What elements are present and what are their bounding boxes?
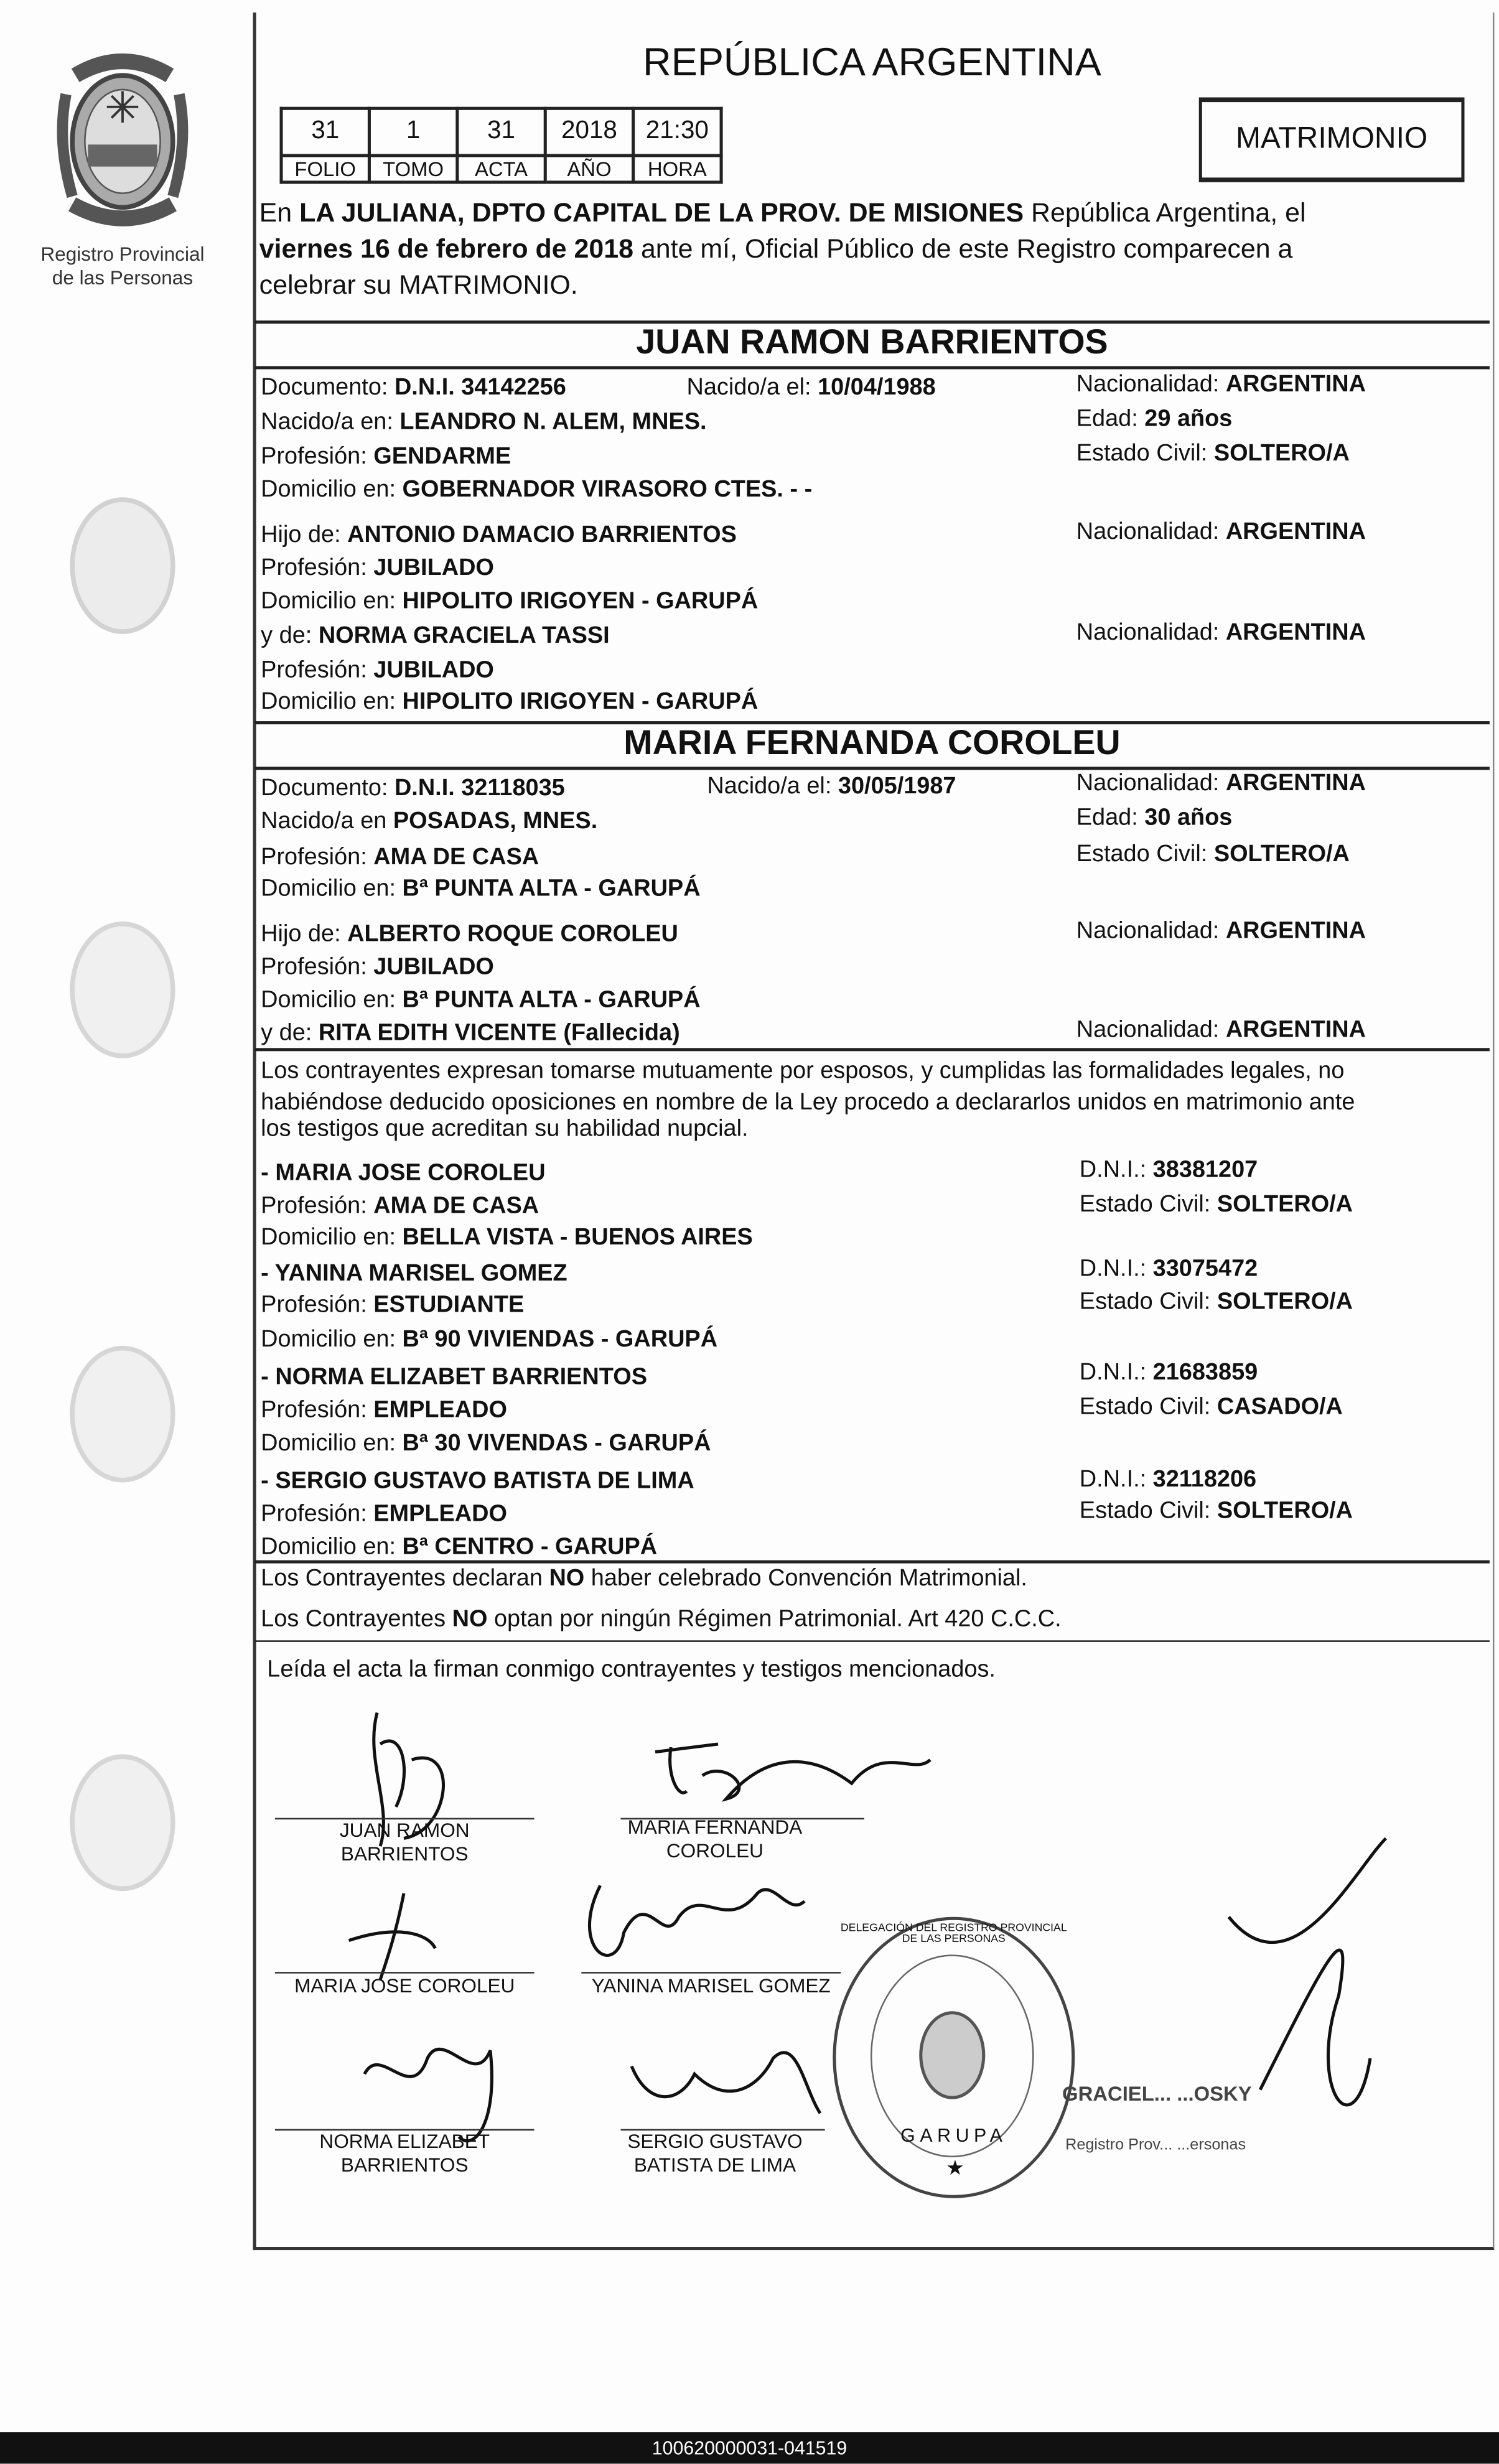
bride-documento: D.N.I. 32118035 bbox=[394, 774, 565, 801]
intro-paragraph bbox=[259, 195, 1493, 303]
labels-domicilio: Domicilio en: bbox=[261, 587, 403, 615]
tomo-label: TOMO bbox=[369, 156, 457, 182]
convention-a1: Los Contrayentes declaran bbox=[261, 1565, 549, 1592]
bride-father-name: ALBERTO ROQUE COROLEU bbox=[347, 920, 678, 948]
groom-father-domicilio: HIPOLITO IRIGOYEN - GARUPÁ bbox=[402, 587, 759, 615]
labels-dni: D.N.I.: bbox=[1079, 1255, 1153, 1282]
bride-mother-nacionalidad: ARGENTINA bbox=[1225, 1016, 1366, 1043]
bride-father bbox=[261, 921, 678, 949]
groom-nacionalidad: ARGENTINA bbox=[1225, 370, 1366, 398]
groom-profesion: GENDARME bbox=[373, 443, 511, 470]
witness-marital-status bbox=[1080, 1289, 1353, 1317]
bride-mother bbox=[261, 1020, 680, 1048]
labels-estado_civil: Estado Civil: bbox=[1079, 1393, 1217, 1421]
witnesses-1-domicilio: Bª 90 VIVIENDAS - GARUPÁ bbox=[402, 1326, 718, 1353]
witnesses-0-domicilio: BELLA VISTA - BUENOS AIRES bbox=[402, 1224, 753, 1251]
groom-estado_civil: SOLTERO/A bbox=[1213, 440, 1350, 467]
labels-profesion: Profesión: bbox=[261, 1192, 374, 1220]
acta-value: 31 bbox=[457, 108, 545, 156]
labels-documento: Documento: bbox=[261, 373, 395, 401]
page-title: REPÚBLICA ARGENTINA bbox=[643, 40, 1101, 85]
groom-mother-profession bbox=[261, 657, 494, 685]
labels-profesion: Profesión: bbox=[261, 1291, 374, 1318]
witness-address bbox=[261, 1326, 717, 1354]
witness-profession bbox=[261, 1397, 507, 1425]
labels-domicilio: Domicilio en: bbox=[261, 1326, 403, 1353]
groom-mother-profesion: JUBILADO bbox=[373, 656, 494, 684]
bride-father-domicilio: Bª PUNTA ALTA - GARUPÁ bbox=[402, 986, 701, 1014]
star-icon: ★ bbox=[946, 2155, 964, 2180]
groom-nationality bbox=[1076, 371, 1366, 399]
labels-estado_civil: Estado Civil: bbox=[1076, 440, 1214, 467]
witnesses-2-name: - NORMA ELIZABET BARRIENTOS bbox=[261, 1363, 647, 1391]
witness-address bbox=[261, 1430, 711, 1458]
tomo-value: 1 bbox=[369, 108, 457, 156]
witness-name bbox=[261, 1160, 545, 1188]
groom-documento bbox=[261, 374, 566, 402]
labels-profesion: Profesión: bbox=[261, 554, 374, 582]
groom-mother-nationality bbox=[1076, 619, 1366, 647]
labels-profesion: Profesión: bbox=[261, 443, 374, 470]
coat-of-arms-icon bbox=[44, 47, 202, 236]
witness-dni bbox=[1080, 1466, 1256, 1494]
register-table bbox=[279, 107, 722, 184]
witnesses-2-domicilio: Bª 30 VIVENDAS - GARUPÁ bbox=[402, 1429, 711, 1457]
bride-profesion: AMA DE CASA bbox=[373, 844, 539, 870]
labels-domicilio: Domicilio en: bbox=[261, 476, 403, 503]
stamp-ring-text: DELEGACIÓN DEL REGISTRO PROVINCIAL DE LAS PERSONAS bbox=[840, 1923, 1067, 1946]
labels-profesion: Profesión: bbox=[261, 656, 374, 684]
bride-birthplace bbox=[261, 808, 597, 836]
groom-domicilio: GOBERNADOR VIRASORO CTES. - - bbox=[402, 476, 813, 503]
witness3-signature bbox=[365, 2049, 492, 2140]
witnesses-2-profesion: EMPLEADO bbox=[373, 1396, 507, 1424]
groom-father-profession bbox=[261, 554, 494, 582]
bride-signature-label bbox=[605, 1816, 825, 1864]
groom-mother-address bbox=[261, 688, 758, 716]
witnesses-3-name: - SERGIO GUSTAVO BATISTA DE LIMA bbox=[261, 1467, 694, 1495]
labels-nacionalidad: Nacionalidad: bbox=[1076, 370, 1226, 398]
witness-dni bbox=[1080, 1359, 1258, 1387]
labels-dni: D.N.I.: bbox=[1079, 1359, 1153, 1386]
registry-logo-ghost bbox=[28, 1320, 217, 1516]
signatures-bride_1: MARIA FERNANDA bbox=[627, 1816, 803, 1839]
signatures-w3_2: BARRIENTOS bbox=[340, 2154, 469, 2177]
bride-nationality bbox=[1076, 770, 1366, 798]
labels-estado_civil: Estado Civil: bbox=[1079, 1288, 1217, 1315]
signature-intro: Leída el acta la firman conmigo contrayentes y testigos mencionados. bbox=[267, 1656, 996, 1683]
bride-nacido_en: POSADAS, MNES. bbox=[393, 807, 598, 834]
labels-dni: D.N.I.: bbox=[1079, 1156, 1153, 1183]
labels-nacionalidad: Nacionalidad: bbox=[1076, 518, 1226, 546]
coat-of-arms-icon bbox=[44, 1320, 202, 1508]
intro-text: En bbox=[259, 198, 300, 228]
witness3-signature-label bbox=[275, 2130, 535, 2178]
groom-father bbox=[261, 521, 737, 549]
labels-hijo_de: Hijo de: bbox=[261, 920, 348, 948]
convention-b2: optan por ningún Régimen Patrimonial. Art 420 C.C.C. bbox=[487, 1605, 1062, 1633]
labels-edad: Edad: bbox=[1076, 804, 1145, 831]
signatures-groom_1: JUAN RAMON bbox=[339, 1819, 470, 1842]
bride-nacionalidad: ARGENTINA bbox=[1225, 770, 1366, 797]
bride-mother-nationality bbox=[1076, 1017, 1366, 1045]
declaration-line: habiéndose deducido oposiciones en nombre de la Ley procedo a declararlos unidos en matrimonio ante bbox=[261, 1088, 1355, 1116]
witnesses-1-dni: 33075472 bbox=[1152, 1255, 1258, 1282]
groom-mother bbox=[261, 622, 610, 650]
bride-father-address bbox=[261, 987, 700, 1015]
convention-b_no: NO bbox=[452, 1605, 488, 1633]
signature-line bbox=[275, 1972, 535, 1974]
logo-caption: Registro Provincial bbox=[40, 243, 205, 266]
bride-father-profesion: JUBILADO bbox=[373, 953, 494, 981]
ano-label: AÑO bbox=[545, 156, 633, 182]
bride-edad: 30 años bbox=[1144, 804, 1233, 831]
witness-marital-status bbox=[1080, 1394, 1343, 1422]
bride-domicilio: Bª PUNTA ALTA - GARUPÁ bbox=[402, 875, 701, 902]
bride-documento bbox=[261, 775, 565, 803]
divider bbox=[255, 1048, 1490, 1051]
witnesses-2-estado_civil: CASADO/A bbox=[1216, 1393, 1343, 1421]
labels-estado_civil: Estado Civil: bbox=[1079, 1497, 1217, 1524]
groom-birthplace bbox=[261, 409, 706, 437]
folio-label: FOLIO bbox=[281, 156, 369, 182]
witnesses-3-profesion: EMPLEADO bbox=[373, 1500, 507, 1528]
witnesses-2-dni: 21683859 bbox=[1152, 1359, 1258, 1386]
bride-name: MARIA FERNANDA COROLEU bbox=[623, 722, 1121, 762]
labels-domicilio: Domicilio en: bbox=[261, 1533, 403, 1561]
stamp-city: GARUPA bbox=[900, 2124, 1007, 2147]
labels-nacido_en: Nacido/a en: bbox=[261, 408, 400, 436]
registry-logo-ghost bbox=[28, 895, 217, 1092]
labels-documento: Documento: bbox=[261, 774, 395, 801]
witness-marital-status bbox=[1080, 1191, 1353, 1219]
signatures-bride_2: COROLEU bbox=[666, 1840, 764, 1862]
official-signature bbox=[1229, 1838, 1386, 2104]
convention-a_no: NO bbox=[549, 1565, 585, 1592]
intro-text: celebrar su MATRIMONIO. bbox=[259, 270, 578, 301]
signatures-w3_1: NORMA ELIZABET bbox=[319, 2130, 490, 2153]
labels-nacido_en_b: Nacido/a en bbox=[261, 807, 393, 834]
bride-birthdate bbox=[707, 773, 956, 801]
witnesses-0-profesion: AMA DE CASA bbox=[373, 1192, 539, 1220]
witness-name bbox=[261, 1468, 694, 1496]
witness2-signature-label: YANINA MARISEL GOMEZ bbox=[591, 1975, 831, 1997]
witnesses-0-estado_civil: SOLTERO/A bbox=[1216, 1191, 1353, 1218]
coat-of-arms-icon bbox=[44, 1729, 202, 1917]
coat-of-arms-icon bbox=[44, 895, 202, 1084]
labels-edad: Edad: bbox=[1076, 405, 1145, 432]
bride-marital-status bbox=[1076, 841, 1350, 869]
groom-signature-label bbox=[275, 1819, 535, 1867]
signatures-groom_2: BARRIENTOS bbox=[340, 1843, 469, 1865]
convention-a2: haber celebrado Convención Matrimonial. bbox=[584, 1565, 1027, 1592]
witnesses-1-profesion: ESTUDIANTE bbox=[373, 1291, 525, 1318]
labels-nacido_el: Nacido/a el: bbox=[686, 373, 818, 401]
witnesses-1-name: - YANINA MARISEL GOMEZ bbox=[261, 1260, 567, 1287]
groom-name: JUAN RAMON BARRIENTOS bbox=[636, 322, 1108, 362]
coat-of-arms-icon bbox=[912, 2007, 993, 2104]
witnesses-3-dni: 32118206 bbox=[1152, 1466, 1257, 1493]
labels-y_de: y de: bbox=[261, 622, 319, 649]
groom-mother-name: NORMA GRACIELA TASSI bbox=[318, 622, 610, 649]
labels-profesion: Profesión: bbox=[261, 844, 374, 870]
hora-value: 21:30 bbox=[633, 108, 721, 156]
labels-estado_civil: Estado Civil: bbox=[1079, 1191, 1217, 1218]
witnesses-0-name: - MARIA JOSE COROLEU bbox=[261, 1159, 546, 1187]
groom-birthdate bbox=[687, 374, 936, 402]
labels-domicilio: Domicilio en: bbox=[261, 1224, 403, 1251]
labels-estado_civil: Estado Civil: bbox=[1076, 840, 1214, 867]
groom-profession bbox=[261, 443, 511, 471]
official-stamp bbox=[833, 1917, 1075, 2198]
official-name-stamp: GRACIEL... ...OSKY bbox=[1062, 2081, 1252, 2106]
labels-nacionalidad: Nacionalidad: bbox=[1076, 1016, 1226, 1043]
convention-line bbox=[261, 1565, 1027, 1593]
groom-mother-nacionalidad: ARGENTINA bbox=[1225, 618, 1366, 646]
hora-label: HORA bbox=[633, 156, 721, 182]
intro-text: República Argentina, el bbox=[1024, 198, 1306, 228]
witness2-signature bbox=[589, 1885, 804, 1955]
intro-date: viernes 16 de febrero de 2018 bbox=[259, 234, 634, 264]
witness-dni bbox=[1080, 1157, 1258, 1185]
witness-profession bbox=[261, 1193, 539, 1221]
labels-nacionalidad: Nacionalidad: bbox=[1076, 917, 1226, 945]
divider bbox=[255, 366, 1490, 369]
groom-mother-domicilio: HIPOLITO IRIGOYEN - GARUPÁ bbox=[402, 688, 759, 715]
witnesses-0-dni: 38381207 bbox=[1152, 1156, 1258, 1183]
declaration-line: los testigos que acreditan su habilidad nupcial. bbox=[261, 1115, 749, 1142]
groom-father-profesion: JUBILADO bbox=[373, 554, 494, 582]
intro-text: ante mí, Oficial Público de este Registro comparecen a bbox=[633, 234, 1293, 264]
registry-logo-ghost bbox=[28, 472, 217, 668]
bride-estado_civil: SOLTERO/A bbox=[1213, 840, 1350, 867]
witnesses-1-estado_civil: SOLTERO/A bbox=[1216, 1288, 1353, 1315]
regime-line bbox=[261, 1606, 1061, 1634]
bride-profession bbox=[261, 844, 539, 872]
labels-profesion: Profesión: bbox=[261, 1396, 374, 1424]
acta-label: ACTA bbox=[457, 156, 545, 182]
bride-father-nacionalidad: ARGENTINA bbox=[1225, 917, 1366, 945]
intro-place: LA JULIANA, DPTO CAPITAL DE LA PROV. DE MISIONES bbox=[299, 198, 1024, 228]
coat-of-arms-icon bbox=[44, 472, 202, 660]
groom-age bbox=[1076, 406, 1233, 434]
groom-edad: 29 años bbox=[1144, 405, 1233, 432]
bride-address bbox=[261, 875, 700, 903]
registry-logo-ghost bbox=[28, 1729, 217, 1925]
groom-nacido_el: 10/04/1988 bbox=[818, 373, 936, 401]
groom-father-nacionalidad: ARGENTINA bbox=[1225, 518, 1366, 546]
witnesses-3-estado_civil: SOLTERO/A bbox=[1216, 1497, 1353, 1524]
witness-name bbox=[261, 1260, 567, 1288]
bride-mother-name: RITA EDITH VICENTE (Fallecida) bbox=[318, 1019, 680, 1047]
witness4-signature-label bbox=[605, 2130, 825, 2178]
bride-father-profession bbox=[261, 954, 494, 982]
witness-address bbox=[261, 1534, 657, 1562]
witness-dni bbox=[1080, 1256, 1258, 1284]
bride-nacido_el: 30/05/1987 bbox=[838, 773, 956, 800]
signatures-w4_2: BATISTA DE LIMA bbox=[633, 2154, 796, 2177]
bride-father-nationality bbox=[1076, 918, 1366, 946]
witness1-signature bbox=[349, 1893, 436, 1980]
bride-age bbox=[1076, 805, 1233, 833]
divider bbox=[255, 1640, 1490, 1642]
official-title-stamp: Registro Prov... ...ersonas bbox=[1065, 2137, 1246, 2155]
labels-domicilio: Domicilio en: bbox=[261, 986, 403, 1014]
witness1-signature-label: MARIA JOSE COROLEU bbox=[294, 1975, 515, 1997]
witness-profession bbox=[261, 1501, 507, 1529]
groom-nacido_en: LEANDRO N. ALEM, MNES. bbox=[399, 408, 707, 436]
witness4-signature bbox=[632, 2053, 820, 2114]
witness-name bbox=[261, 1364, 647, 1392]
folio-value: 31 bbox=[281, 108, 369, 156]
groom-documento: D.N.I. 34142256 bbox=[394, 373, 566, 401]
labels-nacionalidad: Nacionalidad: bbox=[1076, 618, 1226, 646]
labels-domicilio: Domicilio en: bbox=[261, 1429, 403, 1457]
witnesses-3-domicilio: Bª CENTRO - GARUPÁ bbox=[402, 1533, 658, 1561]
divider bbox=[255, 1561, 1490, 1564]
labels-nacido_el: Nacido/a el: bbox=[707, 773, 838, 800]
labels-y_de: y de: bbox=[261, 1019, 319, 1047]
signature-line bbox=[581, 1972, 841, 1974]
groom-address bbox=[261, 476, 812, 504]
labels-dni: D.N.I.: bbox=[1079, 1466, 1153, 1493]
groom-father-nationality bbox=[1076, 518, 1366, 546]
groom-marital-status bbox=[1076, 440, 1350, 468]
witness-profession bbox=[261, 1292, 524, 1320]
labels-domicilio: Domicilio en: bbox=[261, 875, 403, 902]
declaration-line: Los contrayentes expresan tomarse mutuamente por esposos, y cumplidas las formalidades legales, no bbox=[261, 1057, 1345, 1085]
document-code: 100620000031-041519 bbox=[0, 2432, 1499, 2464]
labels-profesion: Profesión: bbox=[261, 1500, 374, 1528]
witness-address bbox=[261, 1224, 753, 1252]
ano-value: 2018 bbox=[545, 108, 633, 156]
record-type-badge: MATRIMONIO bbox=[1199, 98, 1465, 182]
labels-hijo_de: Hijo de: bbox=[261, 521, 348, 549]
groom-father-address bbox=[261, 587, 758, 615]
bride-signature bbox=[655, 1744, 930, 1799]
witness-marital-status bbox=[1080, 1498, 1353, 1526]
labels-nacionalidad: Nacionalidad: bbox=[1076, 770, 1226, 797]
labels-profesion: Profesión: bbox=[261, 953, 374, 981]
signatures-w4_1: SERGIO GUSTAVO bbox=[627, 2130, 803, 2153]
convention-b1: Los Contrayentes bbox=[261, 1605, 452, 1633]
registry-logo bbox=[28, 47, 217, 291]
logo-caption: de las Personas bbox=[52, 267, 194, 289]
labels-domicilio: Domicilio en: bbox=[261, 688, 403, 715]
groom-father-name: ANTONIO DAMACIO BARRIENTOS bbox=[347, 521, 737, 549]
